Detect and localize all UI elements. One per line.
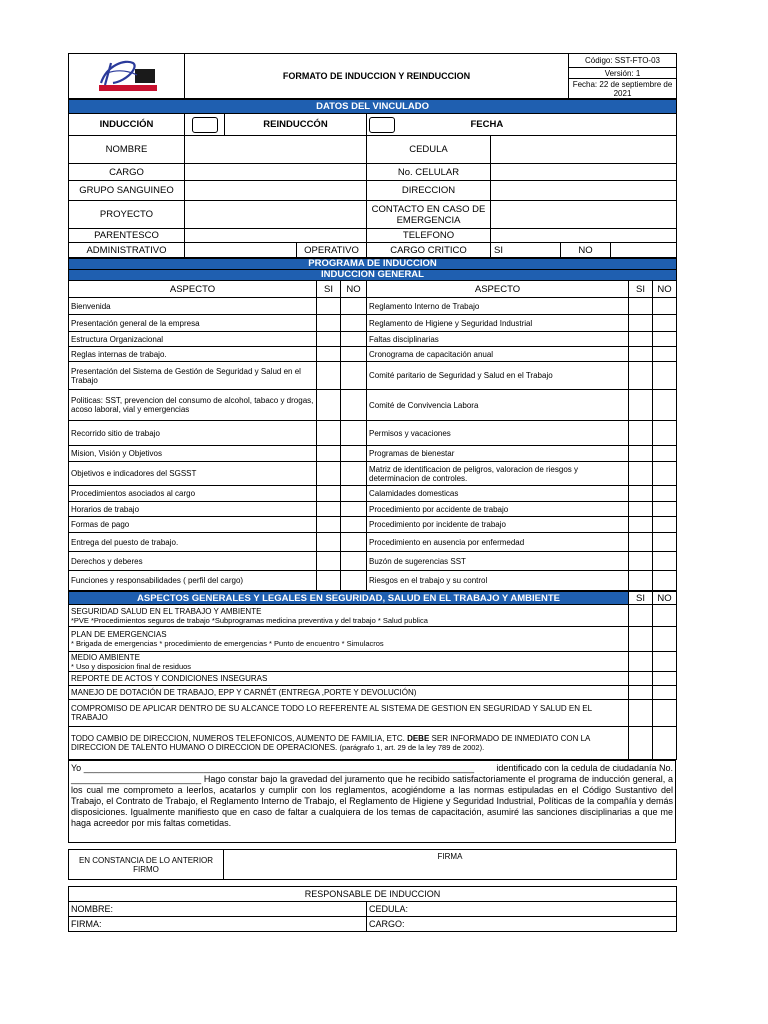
induccion-checkbox[interactable]: [192, 117, 218, 133]
proyecto-field[interactable]: [185, 201, 367, 229]
declaracion-body: Hago constar bajo la gravedad del juramento que he recibido satisfactoriamente el programa de inducción general, a los cual me comprometo a leerlos, acatarlos y cumplir con los reglamentos, acogiéndome a las normas estipuladas en el Código Sustantivo del Trabajo, el Contrato de Trabajo, el Reglamento Interno de Trabajo, el Reglamento de Higiene y Seguridad Industrial, Políticas de la compañía y demás disposiciones. Igualmente manifiesto que en caso de faltar a cualquiera de los temas de capacitación, asumiré las sanciones disciplinarias a que me haga acreedor por mis faltas cometidas.: [71, 774, 673, 828]
cargo-critico-blank[interactable]: [611, 243, 677, 258]
medio-title: MEDIO AMBIENTE: [71, 652, 140, 662]
table-row: Programas de bienestar: [367, 446, 629, 462]
table-row: Procedimiento por incidente de trabajo: [367, 517, 629, 533]
induccion-check-cell: [185, 114, 225, 136]
reporte-aspect: REPORTE DE ACTOS Y CONDICIONES INSEGURAS: [69, 672, 629, 686]
check-si[interactable]: [629, 315, 653, 332]
check-si[interactable]: [317, 298, 341, 315]
table-row: Mision, Visión y Objetivos: [69, 446, 317, 462]
table-row: Objetivos e indicadores del SGSST: [69, 462, 317, 486]
check-no[interactable]: [653, 605, 677, 627]
check-si[interactable]: [317, 390, 341, 421]
table-row: Comité de Convivencia Labora: [367, 390, 629, 421]
check-si[interactable]: [629, 627, 653, 652]
operativo-label: OPERATIVO: [297, 243, 367, 258]
table-row: Politicas: SST, prevencion del consumo de alcohol, tabaco y drogas, acoso laboral, vial y emergencias: [69, 390, 317, 421]
table-row: Cronograma de capacitación anual: [367, 347, 629, 362]
legales-si-header: SI: [629, 592, 653, 605]
cambio-text-c: SER INFORMADO DE INMEDIATO CON LA DIRECCION DE TALENTO HUMANO O DIRECCION DE OPERACIONES.: [71, 734, 590, 752]
sst-title: SEGURIDAD SALUD EN EL TRABAJO Y AMBIENTE: [71, 606, 262, 616]
check-no[interactable]: [341, 315, 367, 332]
cargo-critico-no[interactable]: NO: [561, 243, 611, 258]
check-si[interactable]: [629, 686, 653, 700]
cargo-label: CARGO: [69, 164, 185, 181]
responsable-cargo-field[interactable]: [367, 917, 677, 932]
sst-items: *PVE *Procedimientos seguros de trabajo *Subprogramas medicina preventiva y del trabajo * Salud publica: [71, 615, 428, 625]
declaracion-text: [69, 761, 676, 843]
responsable-nombre-field[interactable]: [69, 902, 367, 917]
table-row: Comité paritario de Seguridad y Salud en el Trabajo: [367, 362, 629, 390]
table-row: Estructura Organizacional: [69, 332, 317, 347]
doc-version: Versión: 1: [569, 68, 677, 79]
parentesco-field[interactable]: [185, 229, 367, 243]
check-si[interactable]: [629, 421, 653, 446]
yo-text: Yo: [71, 763, 82, 773]
declaracion-table: [68, 760, 676, 843]
direccion-field[interactable]: [491, 181, 677, 201]
check-no[interactable]: [341, 486, 367, 502]
check-no[interactable]: [341, 533, 367, 552]
administrativo-label: ADMINISTRATIVO: [69, 243, 185, 258]
declaracion-first-line: [71, 763, 673, 774]
check-no[interactable]: [653, 533, 677, 552]
check-si[interactable]: [317, 517, 341, 533]
cambio-aspect: [69, 727, 629, 760]
check-no[interactable]: [653, 390, 677, 421]
yo-label: Yo ______________________________________________________________________________: [71, 763, 475, 773]
check-si[interactable]: [629, 462, 653, 486]
check-no[interactable]: [653, 462, 677, 486]
table-row: Reglamento Interno de Trabajo: [367, 298, 629, 315]
nombre-label: NOMBRE: [69, 136, 185, 164]
legales-title: ASPECTOS GENERALES Y LEGALES EN SEGURIDAD, SALUD EN EL TRABAJO Y AMBIENTE: [69, 592, 629, 605]
medio-items: * Uso y disposicion final de residuos: [71, 661, 192, 671]
table-row: Funciones y responsabilidades ( perfil del cargo): [69, 571, 317, 591]
check-no[interactable]: [653, 727, 677, 760]
cambio-text-b: DEBE: [407, 734, 430, 743]
compromiso-aspect: COMPROMISO DE APLICAR DENTRO DE SU ALCANCE TODO LO REFERENTE AL SISTEMA DE GESTION EN SEGURIDAD Y SALUD EN EL TRABAJO: [69, 700, 629, 727]
cambio-text-d: (parágrafo 1, art. 29 de la ley 789 de 2002).: [339, 743, 485, 752]
check-no[interactable]: [653, 446, 677, 462]
check-no[interactable]: [653, 332, 677, 347]
induction-form: [68, 53, 676, 932]
check-no[interactable]: [653, 686, 677, 700]
check-si[interactable]: [629, 332, 653, 347]
cargo-critico-si[interactable]: SI: [491, 243, 561, 258]
induccion-general-title: INDUCCION GENERAL: [69, 270, 677, 281]
legales-no-header: NO: [653, 592, 677, 605]
table-row: Entrega del puesto de trabajo.: [69, 533, 317, 552]
responsable-table: [68, 886, 677, 932]
check-no[interactable]: [341, 502, 367, 517]
check-si[interactable]: [317, 446, 341, 462]
check-no[interactable]: [341, 446, 367, 462]
table-row: Derechos y deberes: [69, 552, 317, 571]
si-header-right: SI: [629, 281, 653, 298]
check-no[interactable]: [653, 362, 677, 390]
table-row: Reglas internas de trabajo.: [69, 347, 317, 362]
sst-aspect: [69, 605, 629, 627]
check-no[interactable]: [341, 517, 367, 533]
check-no[interactable]: [341, 362, 367, 390]
responsable-title: RESPONSABLE DE INDUCCION: [69, 887, 677, 902]
cedula-field[interactable]: [491, 136, 677, 164]
check-no[interactable]: [653, 517, 677, 533]
check-no[interactable]: [653, 571, 677, 591]
no-header-left: NO: [341, 281, 367, 298]
no-header-right: NO: [653, 281, 677, 298]
celular-label: No. CELULAR: [367, 164, 491, 181]
table-row: Riesgos en el trabajo y su control: [367, 571, 629, 591]
programa-table: [68, 258, 677, 591]
induccion-label: INDUCCIÓN: [69, 114, 185, 136]
check-no[interactable]: [341, 462, 367, 486]
check-no[interactable]: [653, 672, 677, 686]
check-si[interactable]: [317, 552, 341, 571]
telefono-field[interactable]: [491, 229, 677, 243]
administrativo-check[interactable]: [185, 243, 297, 258]
doc-date: Fecha: 22 de septiembre de 2021: [569, 79, 677, 99]
check-si[interactable]: [629, 362, 653, 390]
table-row: Presentación del Sistema de Gestión de Seguridad y Salud en el Trabajo: [69, 362, 317, 390]
table-row: Permisos y vacaciones: [367, 421, 629, 446]
firma-table: [68, 849, 677, 880]
firma-field[interactable]: [224, 850, 677, 880]
table-row: Horarios de trabajo: [69, 502, 317, 517]
check-si[interactable]: [317, 347, 341, 362]
check-no[interactable]: [653, 552, 677, 571]
si-header-left: SI: [317, 281, 341, 298]
aspecto-header-left: ASPECTO: [69, 281, 317, 298]
header-table: [68, 53, 677, 99]
check-no[interactable]: [341, 347, 367, 362]
check-si[interactable]: [317, 332, 341, 347]
company-logo-icon: [77, 55, 177, 95]
check-si[interactable]: [317, 362, 341, 390]
reinduccion-label: REINDUCCÓN: [225, 114, 367, 136]
check-no[interactable]: [653, 315, 677, 332]
doc-code: Código: SST-FTO-03: [569, 54, 677, 68]
check-si[interactable]: [629, 652, 653, 672]
table-row: Calamidades domesticas: [367, 486, 629, 502]
check-si[interactable]: [629, 552, 653, 571]
cargo-field[interactable]: [185, 164, 367, 181]
table-row: Bienvenida: [69, 298, 317, 315]
plan-title: PLAN DE EMERGENCIAS: [71, 630, 167, 639]
firma-label: FIRMA: [437, 852, 463, 861]
constancia-label: EN CONSTANCIA DE LO ANTERIOR FIRMO: [69, 850, 224, 880]
check-si[interactable]: [629, 517, 653, 533]
table-row: Presentación general de la empresa: [69, 315, 317, 332]
table-row: Formas de pago: [69, 517, 317, 533]
datos-title: DATOS DEL VINCULADO: [69, 100, 677, 114]
aspecto-header-right: ASPECTO: [367, 281, 629, 298]
table-row: Recorrido sitio de trabajo: [69, 421, 317, 446]
check-no[interactable]: [653, 347, 677, 362]
check-no[interactable]: [341, 298, 367, 315]
check-si[interactable]: [317, 315, 341, 332]
reinduccion-checkbox[interactable]: [369, 117, 395, 133]
contacto-label: CONTACTO EN CASO DE EMERGENCIA: [367, 201, 491, 229]
check-si[interactable]: [629, 446, 653, 462]
check-no[interactable]: [653, 421, 677, 446]
cargo-critico-label: CARGO CRITICO: [367, 243, 491, 258]
check-si[interactable]: [317, 421, 341, 446]
check-si[interactable]: [629, 727, 653, 760]
table-row: Procedimiento en ausencia por enfermedad: [367, 533, 629, 552]
check-si[interactable]: [629, 298, 653, 315]
responsable-cargo-label: CARGO:: [369, 918, 405, 929]
check-no[interactable]: [341, 552, 367, 571]
logo-cell: [69, 54, 185, 99]
check-no[interactable]: [341, 390, 367, 421]
form-title: FORMATO DE INDUCCION Y REINDUCCION: [185, 54, 569, 99]
medio-aspect: [69, 652, 629, 672]
responsable-nombre-label: NOMBRE:: [71, 903, 114, 914]
responsable-cedula-field[interactable]: [367, 902, 677, 917]
check-no[interactable]: [653, 652, 677, 672]
cedula-label: CEDULA: [367, 136, 491, 164]
legales-table: [68, 591, 677, 760]
manejo-aspect: MANEJO DE DOTACIÓN DE TRABAJO, EPP Y CARNÉT (ENTREGA ,PORTE Y DEVOLUCIÓN): [69, 686, 629, 700]
id-text: identificado con la cedula de ciudadanía No.: [496, 763, 673, 773]
table-row: Procedimientos asociados al cargo: [69, 486, 317, 502]
table-row: Buzón de sugerencias SST: [367, 552, 629, 571]
check-si[interactable]: [629, 672, 653, 686]
fecha-label: FECHA: [435, 114, 677, 136]
table-row: Matriz de identificacion de peligros, valoracion de riesgos y determinacion de controles.: [367, 462, 629, 486]
check-si[interactable]: [317, 502, 341, 517]
check-si[interactable]: [629, 571, 653, 591]
table-row: Reglamento de Higiene y Seguridad Industrial: [367, 315, 629, 332]
check-si[interactable]: [629, 605, 653, 627]
declaracion-blank[interactable]: __________________________: [71, 774, 204, 784]
table-row: Procedimiento por accidente de trabajo: [367, 502, 629, 517]
table-row: Faltas disciplinarias: [367, 332, 629, 347]
grupo-label: GRUPO SANGUINEO: [69, 181, 185, 201]
check-si[interactable]: [317, 486, 341, 502]
check-si[interactable]: [629, 390, 653, 421]
nombre-field[interactable]: [185, 136, 367, 164]
plan-aspect: [69, 627, 629, 652]
check-no[interactable]: [341, 571, 367, 591]
grupo-field[interactable]: [185, 181, 367, 201]
check-si[interactable]: [317, 462, 341, 486]
proyecto-label: PROYECTO: [69, 201, 185, 229]
check-no[interactable]: [653, 627, 677, 652]
check-no[interactable]: [653, 298, 677, 315]
check-si[interactable]: [317, 533, 341, 552]
plan-items: * Brigada de emergencias * procedimiento de emergencias * Punto de encuentro * Simulacros: [71, 639, 384, 648]
responsable-firma-label: FIRMA:: [71, 918, 102, 929]
reinduccion-check-cell: [367, 114, 435, 136]
check-no[interactable]: [341, 421, 367, 446]
check-si[interactable]: [629, 700, 653, 727]
contacto-field[interactable]: [491, 201, 677, 229]
cambio-text-a: TODO CAMBIO DE DIRECCION, NUMEROS TELEFONICOS, AUMENTO DE FAMILIA, ETC.: [71, 734, 405, 743]
celular-field[interactable]: [491, 164, 677, 181]
check-no[interactable]: [653, 700, 677, 727]
telefono-label: TELEFONO: [367, 229, 491, 243]
programa-title: PROGRAMA DE INDUCCION: [69, 259, 677, 270]
check-no[interactable]: [341, 332, 367, 347]
responsable-cedula-label: CEDULA:: [369, 903, 409, 914]
check-si[interactable]: [629, 347, 653, 362]
check-si[interactable]: [629, 486, 653, 502]
datos-table: [68, 99, 677, 258]
responsable-firma-field[interactable]: [69, 917, 367, 932]
check-no[interactable]: [653, 486, 677, 502]
check-si[interactable]: [629, 502, 653, 517]
check-si[interactable]: [317, 571, 341, 591]
direccion-label: DIRECCION: [367, 181, 491, 201]
check-no[interactable]: [653, 502, 677, 517]
check-si[interactable]: [629, 533, 653, 552]
parentesco-label: PARENTESCO: [69, 229, 185, 243]
